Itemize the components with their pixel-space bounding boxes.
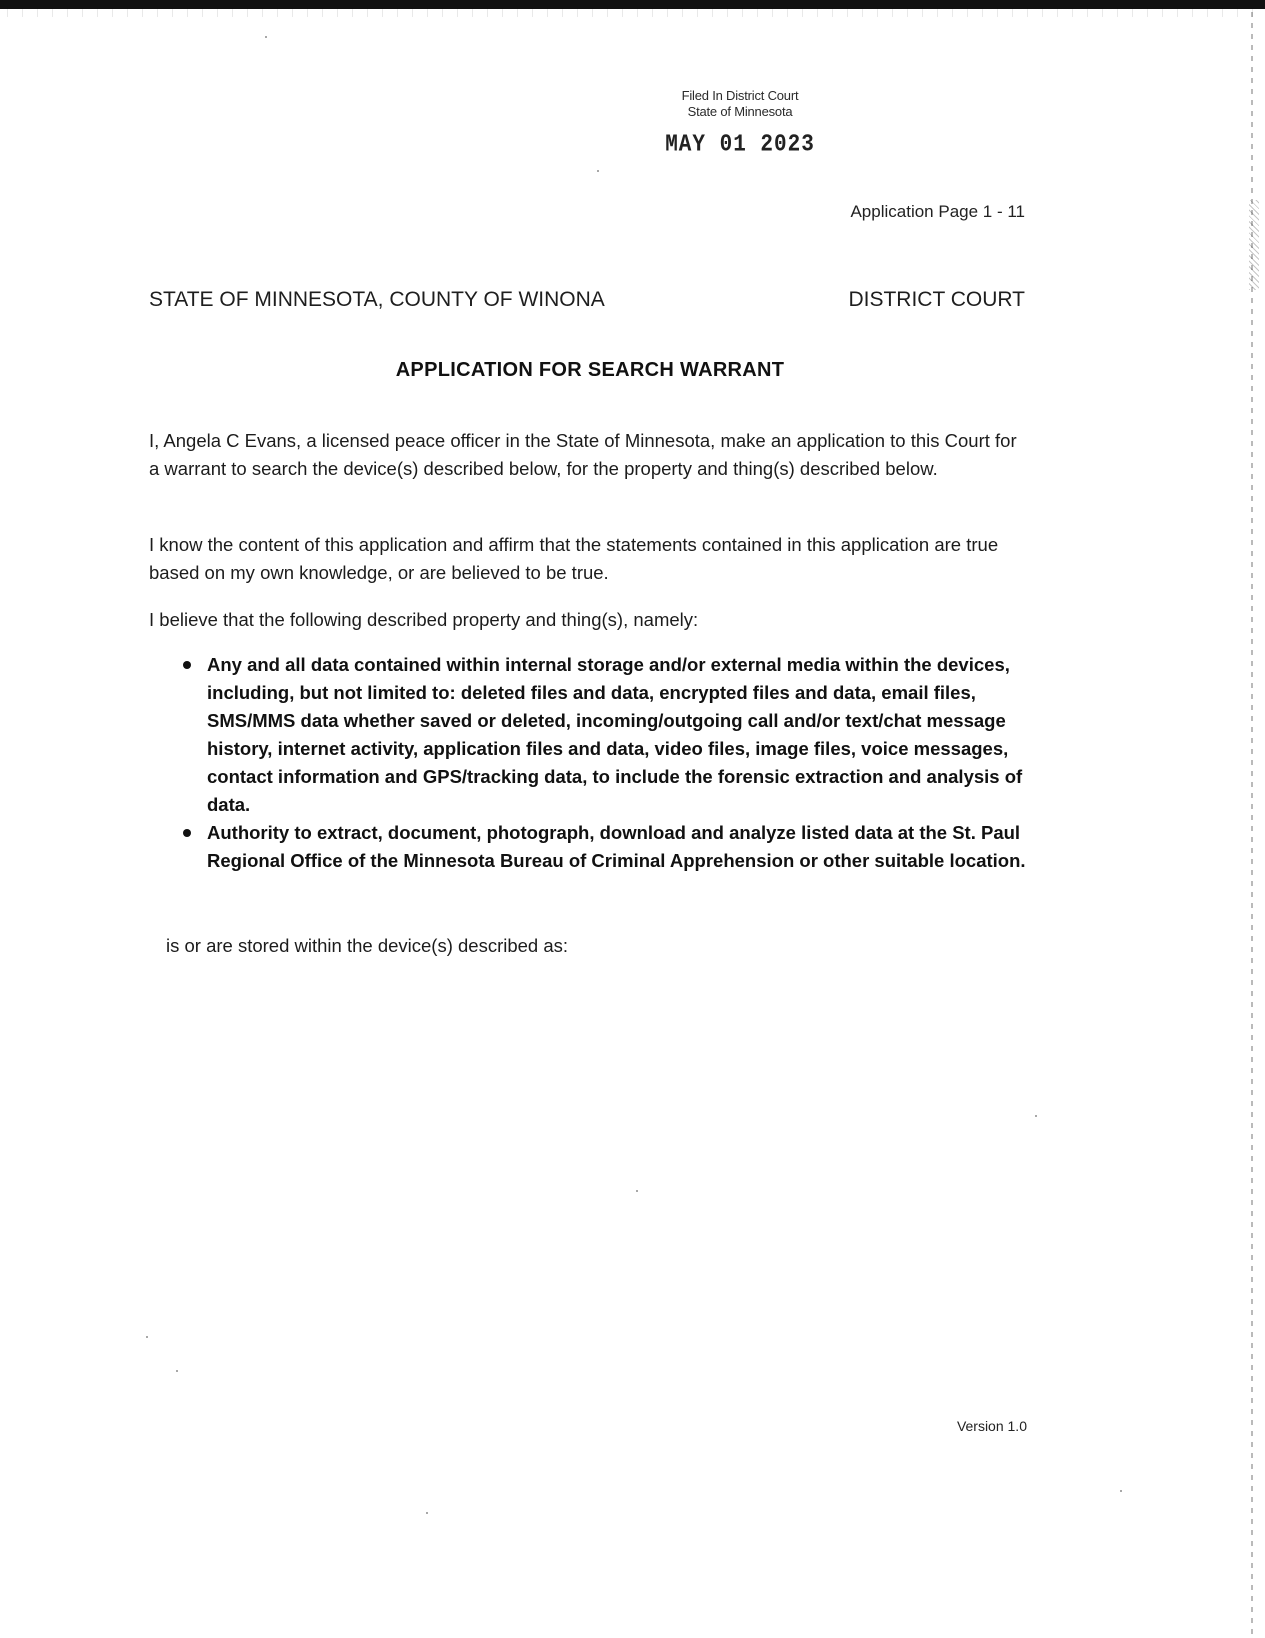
bullet-icon [183,661,191,669]
jurisdiction-label: STATE OF MINNESOTA, COUNTY OF WINONA [149,288,605,311]
document-title: APPLICATION FOR SEARCH WARRANT [395,359,785,381]
scan-speck [597,170,599,172]
scan-noise-patch [1249,200,1259,290]
scan-speck [1120,1490,1122,1492]
stamp-date: MAY 01 2023 [665,132,815,159]
belief-paragraph: I believe that the following described property and thing(s), namely: [149,609,699,630]
stamp-line-1: Filed In District Court [681,88,799,103]
court-label: DISTRICT COURT [848,288,1025,311]
scan-speck [146,1336,148,1338]
scan-speck [176,1370,178,1372]
court-header [149,288,1025,312]
stamp-line-2: State of Minnesota [687,104,793,119]
version-label: Version 1.0 [956,1418,1027,1434]
scan-noise-strip [0,9,1265,17]
list-item-text: Authority to extract, document, photograph, download and analyze listed data at the St. Paul Regional Office of the Minnesota Bureau of Criminal Apprehension or other suitable location. [207,822,1026,871]
list-item-text: Any and all data contained within internal storage and/or external media within the devices, including, but not limited to: deleted files and data, encrypted files and data, email files, SMS/MMS data whether saved or deleted, incoming/outgoing call and/or text/chat message history, internet activity, application files and data, video files, image files, voice messages, contact information and GPS/tracking data, to include the forensic extraction and analysis of data. [207,654,1023,815]
bullet-icon [183,829,191,837]
intro-paragraph: I, Angela C Evans, a licensed peace officer in the State of Minnesota, make an application to this Court for a warrant to search the device(s) described below, for the property and thing(s) described below. [149,430,1017,479]
list-item [180,651,1030,819]
scan-speck [1035,1115,1037,1117]
scan-speck [636,1190,638,1192]
affirmation-paragraph: I know the content of this application and affirm that the statements contained in this application are true based on my own knowledge, or are believed to be true. [149,534,999,583]
stored-paragraph: is or are stored within the device(s) described as: [166,935,569,956]
scan-top-edge [0,0,1265,9]
page-number-label: Application Page 1 - 11 [850,202,1025,221]
scan-speck [426,1512,428,1514]
scan-speck [265,36,267,38]
filed-stamp [660,88,820,157]
property-list [180,651,1030,875]
list-item [180,819,1030,875]
